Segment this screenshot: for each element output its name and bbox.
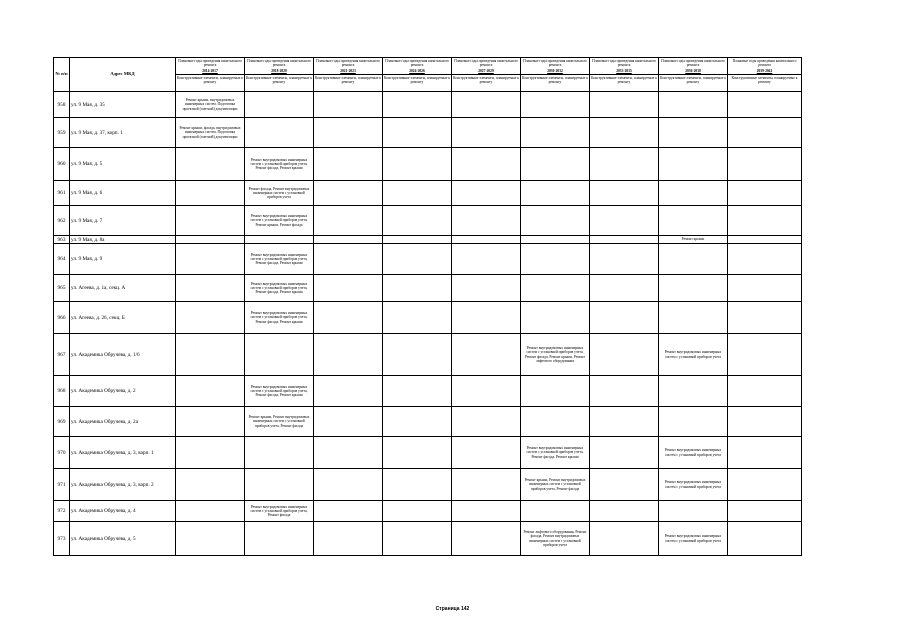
row-works-period-5: Ремонт внутридомовых инженерных систем с установкой приборов учета, Ремонт фасада, Ремонт крыши — [521, 437, 590, 469]
row-works-period-0 — [176, 181, 245, 206]
row-works-period-8 — [728, 501, 802, 522]
schedule-sheet — [53, 57, 802, 556]
row-works-period-1 — [245, 437, 314, 469]
header-period-years: 2039-2041 — [756, 68, 773, 73]
row-works-period-5 — [521, 376, 590, 407]
row-works-period-3 — [383, 244, 452, 275]
row-works-period-0 — [176, 244, 245, 275]
row-works-period-1: Ремонт внутридомовых инженерных систем с установкой приборов учета, Ремонт фасада, Ремонт крыши — [245, 275, 314, 302]
row-works-period-3 — [383, 407, 452, 437]
row-works-period-6 — [590, 376, 659, 407]
row-works-period-1: Ремонт внутридомовых инженерных систем с установкой приборов учета, Ремонт фасада, Ремонт крыши — [245, 244, 314, 275]
row-works-period-1 — [245, 334, 314, 376]
row-works-period-1 — [245, 118, 314, 148]
row-works-period-6 — [590, 407, 659, 437]
row-works-period-4 — [452, 469, 521, 501]
row-works-period-0 — [176, 206, 245, 236]
row-works-period-7: Ремонт внутридомовых инженерных систем с установкой приборов учета — [659, 469, 728, 501]
row-works-period-5 — [521, 244, 590, 275]
row-works-period-2 — [314, 148, 383, 181]
row-works-period-0: Ремонт крыши, внутридомовых инженерных систем. Подготовка проектной (сметной) документации — [176, 92, 245, 118]
row-works-period-2 — [314, 244, 383, 275]
row-works-period-3 — [383, 181, 452, 206]
row-works-period-5: Ремонт внутридомовых инженерных систем с установкой приборов учета, Ремонт фасада, Ремонт крыши, Ремонт лифтового оборудования — [521, 334, 590, 376]
row-works-period-4 — [452, 148, 521, 181]
header-period-0 — [176, 58, 245, 92]
header-period-years: 2033-2035 — [616, 68, 632, 73]
row-works-period-4 — [452, 302, 521, 334]
row-works-period-8 — [728, 118, 802, 148]
header-period-sub: Конструктивные элементы, планируемые к ремонту — [176, 75, 244, 85]
row-address: ул. 9 Мая, д. 7 — [70, 206, 176, 236]
row-works-period-1: Ремонт фасада, Ремонт внутридомовых инженерных систем с установкой приборов учета — [245, 181, 314, 206]
row-address: ул. Академика Обручева, д. 2 — [70, 376, 176, 407]
header-period-4 — [452, 58, 521, 92]
header-period-5 — [521, 58, 590, 92]
row-works-period-1 — [245, 469, 314, 501]
row-works-period-4 — [452, 244, 521, 275]
row-works-period-3 — [383, 437, 452, 469]
row-number: 973 — [54, 522, 70, 556]
row-number: 962 — [54, 206, 70, 236]
table-row — [54, 275, 802, 302]
row-works-period-4 — [452, 236, 521, 244]
row-address: ул. 9 Мая, д. 6 — [70, 181, 176, 206]
row-number: 969 — [54, 407, 70, 437]
row-works-period-0 — [176, 236, 245, 244]
table-header-row — [54, 58, 802, 92]
table-row — [54, 244, 802, 275]
row-works-period-8 — [728, 407, 802, 437]
row-works-period-4 — [452, 501, 521, 522]
row-works-period-2 — [314, 334, 383, 376]
row-works-period-6 — [590, 118, 659, 148]
row-address: ул. Академика Обручева, д. 4 — [70, 501, 176, 522]
header-period-sub: Конструктивные элементы, планируемые к ремонту — [521, 75, 589, 85]
row-address: ул. Академика Обручева, д. 2а — [70, 407, 176, 437]
row-works-period-0: Ремонт крыши, фасада, внутридомовых инженерных систем. Подготовка проектной (сметной) документации — [176, 118, 245, 148]
row-works-period-6 — [590, 244, 659, 275]
header-address: Адрес МКД — [70, 58, 176, 92]
row-address: ул. Агеева, д. 26, секц. Б — [70, 302, 176, 334]
row-works-period-2 — [314, 407, 383, 437]
table-row — [54, 302, 802, 334]
row-works-period-3 — [383, 334, 452, 376]
row-works-period-0 — [176, 376, 245, 407]
header-period-sub: Конструктивные элементы, планируемые к ремонту — [314, 75, 382, 85]
table-row — [54, 118, 802, 148]
header-period-title: Плановые годы проведения капитального ремонта — [732, 59, 797, 68]
row-works-period-1: Ремонт внутридомовых инженерных систем с установкой приборов учета, Ремонт фасада, Ремонт крыши — [245, 302, 314, 334]
row-works-period-5 — [521, 118, 590, 148]
row-works-period-4 — [452, 275, 521, 302]
row-number: 970 — [54, 437, 70, 469]
row-works-period-4 — [452, 92, 521, 118]
row-number: 963 — [54, 236, 70, 244]
row-works-period-0 — [176, 501, 245, 522]
row-works-period-4 — [452, 376, 521, 407]
row-address: ул. Академика Обручева, д. 1/6 — [70, 334, 176, 376]
header-period-title: Плановые годы проведения капитального ремонта — [178, 59, 242, 68]
row-works-period-6 — [590, 469, 659, 501]
table-row — [54, 522, 802, 556]
header-period-sub: Конструктивные элементы, планируемые к ремонту — [245, 75, 313, 85]
row-number: 972 — [54, 501, 70, 522]
row-works-period-0 — [176, 302, 245, 334]
row-works-period-0 — [176, 334, 245, 376]
row-works-period-0 — [176, 437, 245, 469]
row-works-period-7 — [659, 118, 728, 148]
row-works-period-7 — [659, 244, 728, 275]
row-works-period-3 — [383, 148, 452, 181]
row-works-period-4 — [452, 522, 521, 556]
row-works-period-7 — [659, 275, 728, 302]
row-works-period-2 — [314, 522, 383, 556]
row-works-period-6 — [590, 275, 659, 302]
row-works-period-8 — [728, 334, 802, 376]
row-works-period-3 — [383, 469, 452, 501]
row-works-period-4 — [452, 181, 521, 206]
row-works-period-1: Ремонт внутридомовых инженерных систем с установкой приборов учета, Ремонт фасада — [245, 501, 314, 522]
row-works-period-6 — [590, 236, 659, 244]
row-works-period-4 — [452, 118, 521, 148]
row-works-period-0 — [176, 275, 245, 302]
table-row — [54, 407, 802, 437]
row-works-period-8 — [728, 236, 802, 244]
header-period-years: 2014-2017 — [202, 68, 218, 73]
header-period-sub: Конструктивные элементы, планируемые к ремонту — [728, 74, 801, 85]
row-works-period-6 — [590, 92, 659, 118]
row-number: 967 — [54, 334, 70, 376]
row-works-period-4 — [452, 407, 521, 437]
row-works-period-3 — [383, 206, 452, 236]
row-works-period-1 — [245, 92, 314, 118]
row-works-period-7 — [659, 181, 728, 206]
row-works-period-8 — [728, 302, 802, 334]
row-works-period-6 — [590, 148, 659, 181]
row-works-period-6 — [590, 181, 659, 206]
row-works-period-6 — [590, 206, 659, 236]
row-works-period-8 — [728, 92, 802, 118]
header-number: № п/п — [54, 58, 70, 92]
header-period-sub: Конструктивные элементы, планируемые к ремонту — [452, 75, 520, 85]
header-period-title: Плановые годы проведения капитального ремонта — [247, 59, 311, 68]
row-works-period-7 — [659, 376, 728, 407]
table-row — [54, 181, 802, 206]
table-row — [54, 437, 802, 469]
row-works-period-7 — [659, 501, 728, 522]
table-row — [54, 92, 802, 118]
row-works-period-6 — [590, 334, 659, 376]
row-works-period-8 — [728, 469, 802, 501]
row-works-period-7 — [659, 302, 728, 334]
header-period-sub: Конструктивные элементы, планируемые к ремонту — [590, 75, 658, 85]
row-number: 965 — [54, 275, 70, 302]
row-number: 961 — [54, 181, 70, 206]
row-number: 960 — [54, 148, 70, 181]
header-period-2 — [314, 58, 383, 92]
row-works-period-7 — [659, 148, 728, 181]
header-period-title: Плановые годы проведения капитального ремонта — [523, 59, 587, 68]
row-address: ул. 9 Мая, д. 8а — [70, 236, 176, 244]
row-works-period-6 — [590, 522, 659, 556]
row-works-period-8 — [728, 376, 802, 407]
row-works-period-0 — [176, 522, 245, 556]
row-address: ул. Академика Обручева, д. 3, корп. 2 — [70, 469, 176, 501]
row-works-period-1 — [245, 236, 314, 244]
row-works-period-2 — [314, 236, 383, 244]
header-period-years: 2036-2038 — [685, 68, 701, 73]
header-period-sub: Конструктивные элементы, планируемые к ремонту — [659, 75, 727, 85]
row-works-period-3 — [383, 376, 452, 407]
row-works-period-5 — [521, 148, 590, 181]
header-period-6 — [590, 58, 659, 92]
row-works-period-5 — [521, 407, 590, 437]
row-works-period-8 — [728, 437, 802, 469]
row-number: 964 — [54, 244, 70, 275]
header-period-title: Плановые годы проведения капитального ремонта — [454, 59, 518, 68]
row-works-period-3 — [383, 92, 452, 118]
row-works-period-5 — [521, 181, 590, 206]
header-period-title: Плановые годы проведения капитального ремонта — [316, 59, 380, 68]
row-works-period-7: Ремонт внутридомовых инженерных систем с установкой приборов учета — [659, 334, 728, 376]
row-works-period-6 — [590, 302, 659, 334]
header-period-title: Плановые годы проведения капитального ремонта — [592, 59, 656, 68]
row-works-period-8 — [728, 148, 802, 181]
page-number: Страница 142 — [435, 606, 470, 612]
row-works-period-2 — [314, 437, 383, 469]
row-works-period-2 — [314, 469, 383, 501]
row-works-period-8 — [728, 522, 802, 556]
row-works-period-3 — [383, 118, 452, 148]
table-row — [54, 334, 802, 376]
row-works-period-3 — [383, 302, 452, 334]
row-works-period-5 — [521, 206, 590, 236]
header-period-title: Плановые годы проведения капитального ремонта — [385, 59, 449, 68]
row-works-period-5 — [521, 275, 590, 302]
row-works-period-8 — [728, 206, 802, 236]
row-address: ул. 9 Мая, д. 35 — [70, 92, 176, 118]
row-works-period-7: Ремонт крыши — [659, 236, 728, 244]
row-works-period-1: Ремонт внутридомовых инженерных систем с установкой приборов учета, Ремонт крыши, Ремонт фасада — [245, 206, 314, 236]
row-works-period-2 — [314, 501, 383, 522]
row-works-period-2 — [314, 181, 383, 206]
row-works-period-5 — [521, 92, 590, 118]
row-number: 971 — [54, 469, 70, 501]
repair-schedule-table — [53, 57, 802, 556]
header-period-years: 2021-2023 — [340, 68, 356, 73]
row-works-period-5: Ремонт крыши, Ремонт внутридомовых инженерных систем с установкой приборов учета, Ремонт фасада — [521, 469, 590, 501]
header-period-1 — [245, 58, 314, 92]
row-works-period-6 — [590, 501, 659, 522]
row-works-period-7 — [659, 407, 728, 437]
header-period-title: Плановые годы проведения капитального ремонта — [661, 59, 725, 68]
row-address: ул. 9 Мая, д. 9 — [70, 244, 176, 275]
row-works-period-8 — [728, 181, 802, 206]
header-period-sub: Конструктивные элементы, планируемые к ремонту — [383, 75, 451, 85]
header-period-8 — [728, 58, 802, 92]
header-period-years: 2030-2032 — [547, 68, 563, 73]
row-works-period-5 — [521, 236, 590, 244]
row-works-period-3 — [383, 236, 452, 244]
row-works-period-2 — [314, 376, 383, 407]
row-works-period-7 — [659, 206, 728, 236]
table-row — [54, 206, 802, 236]
row-works-period-3 — [383, 501, 452, 522]
row-works-period-3 — [383, 522, 452, 556]
header-period-years: 2024-2026 — [409, 68, 425, 73]
row-works-period-1 — [245, 522, 314, 556]
row-works-period-2 — [314, 92, 383, 118]
row-works-period-1: Ремонт внутридомовых инженерных систем с установкой приборов учета, Ремонт фасада, Ремонт крыши — [245, 376, 314, 407]
row-works-period-2 — [314, 118, 383, 148]
row-works-period-1: Ремонт крыши, Ремонт внутридомовых инженерных систем с установкой приборов учета, Ремонт фасада — [245, 407, 314, 437]
row-number: 959 — [54, 118, 70, 148]
row-works-period-7 — [659, 92, 728, 118]
table-row — [54, 501, 802, 522]
row-works-period-1: Ремонт внутридомовых инженерных систем с установкой приборов учета, Ремонт фасада, Ремонт крыши — [245, 148, 314, 181]
row-works-period-7: Ремонт внутридомовых инженерных систем с установкой приборов учета — [659, 522, 728, 556]
row-works-period-0 — [176, 148, 245, 181]
row-address: ул. Академика Обручева, д. 5 — [70, 522, 176, 556]
row-works-period-0 — [176, 407, 245, 437]
table-row — [54, 469, 802, 501]
row-works-period-4 — [452, 206, 521, 236]
row-address: ул. 9 Мая, д. 37, корп. 1 — [70, 118, 176, 148]
header-period-years: 2018-2020 — [271, 68, 287, 73]
row-works-period-5 — [521, 302, 590, 334]
table-body — [54, 92, 802, 556]
row-number: 958 — [54, 92, 70, 118]
row-number: 966 — [54, 302, 70, 334]
row-works-period-4 — [452, 437, 521, 469]
row-works-period-2 — [314, 275, 383, 302]
row-address: ул. 9 Мая, д. 5 — [70, 148, 176, 181]
table-row — [54, 148, 802, 181]
row-works-period-4 — [452, 334, 521, 376]
row-works-period-6 — [590, 437, 659, 469]
row-address: ул. Академика Обручева, д. 3, корп. 1 — [70, 437, 176, 469]
row-works-period-8 — [728, 244, 802, 275]
table-row — [54, 376, 802, 407]
row-works-period-2 — [314, 206, 383, 236]
row-address: ул. Агеева, д. 1а, секц. А — [70, 275, 176, 302]
header-period-years: 2027-2029 — [478, 68, 494, 73]
row-number: 968 — [54, 376, 70, 407]
header-period-3 — [383, 58, 452, 92]
row-works-period-7: Ремонт внутридомовых инженерных систем с установкой приборов учета — [659, 437, 728, 469]
row-works-period-8 — [728, 275, 802, 302]
header-period-7 — [659, 58, 728, 92]
row-works-period-5: Ремонт лифтового оборудования, Ремонт фасада, Ремонт внутридомовых инженерных систем с установкой приборов учета — [521, 522, 590, 556]
row-works-period-0 — [176, 469, 245, 501]
row-works-period-5 — [521, 501, 590, 522]
table-row — [54, 236, 802, 244]
row-works-period-2 — [314, 302, 383, 334]
row-works-period-3 — [383, 275, 452, 302]
